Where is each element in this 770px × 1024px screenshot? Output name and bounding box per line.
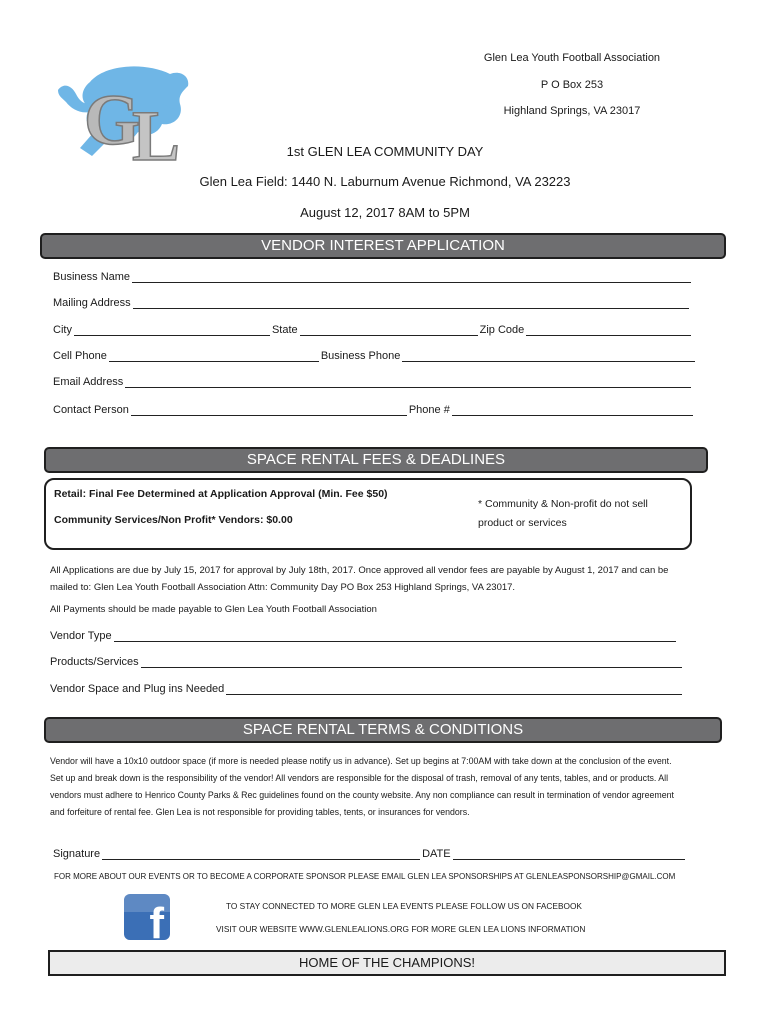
vendor-type-row bbox=[50, 630, 678, 642]
facebook-icon[interactable]: f bbox=[124, 894, 170, 940]
org-city: Highland Springs, VA 23017 bbox=[503, 105, 641, 117]
terms-header: SPACE RENTAL TERMS & CONDITIONS bbox=[44, 717, 722, 743]
email-label: Email Address bbox=[53, 376, 124, 388]
website-text[interactable]: VISIT OUR WEBSITE WWW.GLENLEALIONS.ORG FOR MORE GLEN LEA LIONS INFORMATION bbox=[216, 924, 586, 934]
business-name-field[interactable] bbox=[132, 271, 691, 283]
logo-letter-g: G bbox=[84, 80, 141, 160]
state-field[interactable] bbox=[300, 324, 478, 336]
state-label: State bbox=[271, 324, 298, 336]
event-date: August 12, 2017 8AM to 5PM bbox=[300, 205, 470, 220]
city-field[interactable] bbox=[74, 324, 270, 336]
retail-fee: Retail: Final Fee Determined at Application Approval (Min. Fee $50) bbox=[54, 488, 388, 500]
vendor-type-field[interactable] bbox=[114, 630, 676, 642]
champions-banner: HOME OF THE CHAMPIONS! bbox=[48, 950, 726, 976]
sponsor-text: FOR MORE ABOUT OUR EVENTS OR TO BECOME A CORPORATE SPONSOR PLEASE EMAIL GLEN LEA SPONSORSHIPS AT GLENLEASPONSORSHIP@GMAIL.COM bbox=[54, 872, 676, 881]
facebook-text: TO STAY CONNECTED TO MORE GLEN LEA EVENTS PLEASE FOLLOW US ON FACEBOOK bbox=[226, 901, 582, 911]
business-phone-label: Business Phone bbox=[320, 350, 401, 362]
event-title: 1st GLEN LEA COMMUNITY DAY bbox=[286, 144, 484, 159]
event-location: Glen Lea Field: 1440 N. Laburnum Avenue Richmond, VA 23223 bbox=[199, 174, 571, 189]
fees-box bbox=[44, 478, 692, 550]
fees-header: SPACE RENTAL FEES & DEADLINES bbox=[44, 447, 708, 473]
phone-num-field[interactable] bbox=[452, 404, 693, 416]
business-name-label: Business Name bbox=[53, 271, 131, 283]
terms-line1: Vendor will have a 10x10 outdoor space (if more is needed please notify us in advance). Set up begins at 7:00AM with take down at the conclusion of the event. bbox=[50, 756, 672, 766]
signature-row bbox=[53, 848, 687, 860]
terms-line2: Set up and break down is the responsibility of the vendor! All vendors are responsible for the disposal of trash, removal of any tents, tables, and or products. All bbox=[50, 773, 669, 783]
zip-label: Zip Code bbox=[479, 324, 525, 336]
date-field[interactable] bbox=[453, 848, 685, 860]
email-field[interactable] bbox=[125, 376, 691, 388]
community-fee: Community Services/Non Profit* Vendors: $0.00 bbox=[54, 514, 293, 526]
contact-row bbox=[53, 404, 695, 416]
city-label: City bbox=[53, 324, 72, 336]
products-label: Products/Services bbox=[50, 656, 139, 668]
deadline-line2: mailed to: Glen Lea Youth Football Association Attn: Community Day PO Box 253 Highland Springs, VA 23017. bbox=[50, 581, 516, 593]
mailing-address-row bbox=[53, 297, 691, 309]
mailing-address-label: Mailing Address bbox=[53, 297, 131, 309]
nonprofit-note-line2: product or services bbox=[478, 517, 567, 529]
vendor-space-field[interactable] bbox=[226, 683, 682, 695]
logo-letter-l: L bbox=[132, 96, 181, 172]
nonprofit-note-line1: * Community & Non-profit do not sell bbox=[478, 498, 648, 510]
vendor-app-header: VENDOR INTEREST APPLICATION bbox=[40, 233, 726, 259]
cell-phone-field[interactable] bbox=[109, 350, 319, 362]
email-row bbox=[53, 376, 693, 388]
contact-person-label: Contact Person bbox=[53, 404, 129, 416]
date-label: DATE bbox=[422, 848, 451, 860]
phone-row bbox=[53, 350, 697, 362]
vendor-space-row bbox=[50, 683, 684, 695]
vendor-space-label: Vendor Space and Plug ins Needed bbox=[50, 683, 225, 695]
business-phone-field[interactable] bbox=[402, 350, 695, 362]
city-state-zip-row bbox=[53, 324, 693, 336]
deadline-line1: All Applications are due by July 15, 2017 for approval by July 18th, 2017. Once approved all vendor fees are payable by August 1, 2017 and can be bbox=[50, 565, 669, 576]
org-name: Glen Lea Youth Football Association bbox=[483, 52, 661, 64]
payable-text: All Payments should be made payable to Glen Lea Youth Football Association bbox=[50, 604, 377, 615]
cell-phone-label: Cell Phone bbox=[53, 350, 107, 362]
org-box: P O Box 253 bbox=[540, 79, 604, 91]
terms-line4: and forfeiture of rental fee. Glen Lea is not responsible for providing tables, tents, or insurances for vendors. bbox=[50, 807, 470, 817]
phone-num-label: Phone # bbox=[408, 404, 450, 416]
zip-field[interactable] bbox=[526, 324, 691, 336]
deadline-paragraph bbox=[50, 563, 740, 596]
contact-person-field[interactable] bbox=[131, 404, 407, 416]
business-name-row bbox=[53, 271, 693, 283]
signature-label: Signature bbox=[53, 848, 101, 860]
mailing-address-field[interactable] bbox=[133, 297, 689, 309]
vendor-type-label: Vendor Type bbox=[50, 630, 112, 642]
products-field[interactable] bbox=[141, 656, 682, 668]
products-row bbox=[50, 656, 684, 668]
terms-line3: vendors must adhere to Henrico County Parks & Rec guidelines found on the county website. Any non compliance can result in termination of vendor agreement bbox=[50, 790, 674, 800]
terms-paragraph bbox=[50, 753, 750, 821]
signature-field[interactable] bbox=[102, 848, 420, 860]
